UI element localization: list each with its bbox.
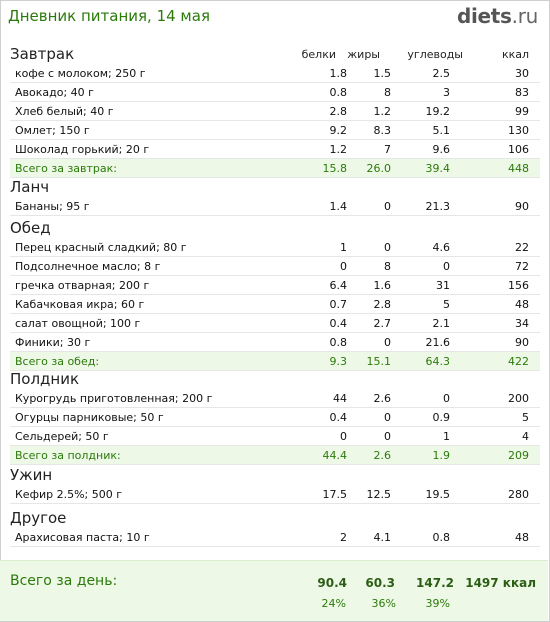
fat-value: 4.1 — [373, 531, 391, 544]
table-row — [10, 389, 540, 408]
column-header-fat: жиры — [347, 48, 380, 61]
fat-value: 2.7 — [373, 317, 391, 330]
fat-value: 8 — [384, 86, 391, 99]
kcal-value: 22 — [515, 241, 529, 254]
table-row — [10, 528, 540, 547]
table-row — [10, 295, 540, 314]
kcal-value: 90 — [515, 200, 529, 213]
day-total-panel — [0, 560, 548, 621]
day-fat-percent: 36% — [371, 597, 396, 610]
meal-total-row — [10, 159, 540, 178]
food-name: Подсолнечное масло; 8 г — [15, 260, 161, 273]
kcal-value: 5 — [522, 411, 529, 424]
carbs-value: 64.3 — [425, 355, 450, 368]
fat-value: 0 — [384, 336, 391, 349]
fat-value: 7 — [384, 143, 391, 156]
food-name: Огурцы парниковые; 50 г — [15, 411, 164, 424]
protein-value: 0.4 — [329, 317, 347, 330]
fat-value: 12.5 — [366, 488, 391, 501]
kcal-value: 34 — [515, 317, 529, 330]
fat-value: 8.3 — [373, 124, 391, 137]
table-row — [10, 121, 540, 140]
column-header-kcal: ккал — [501, 48, 529, 61]
table-row — [10, 197, 540, 216]
total-label: Всего за завтрак: — [15, 162, 118, 175]
carbs-value: 21.3 — [425, 200, 450, 213]
fat-value: 0 — [384, 430, 391, 443]
protein-value: 0.8 — [329, 336, 347, 349]
kcal-value: 209 — [508, 449, 529, 462]
table-row — [10, 238, 540, 257]
page-title: Дневник питания, 14 мая — [8, 7, 210, 25]
meal-title-snack: Полдник — [10, 370, 80, 388]
meal-title-breakfast: Завтрак — [10, 45, 75, 63]
day-protein-percent: 24% — [321, 597, 346, 610]
protein-value: 0.8 — [329, 86, 347, 99]
table-row — [10, 314, 540, 333]
food-name: Перец красный сладкий; 80 г — [15, 241, 187, 254]
meal-title-dinner: Обед — [10, 219, 51, 237]
carbs-value: 9.6 — [432, 143, 450, 156]
fat-value: 26.0 — [366, 162, 391, 175]
kcal-value: 156 — [508, 279, 529, 292]
protein-value: 0 — [340, 430, 347, 443]
kcal-value: 90 — [515, 336, 529, 349]
site-logo[interactable] — [457, 4, 538, 28]
table-row — [10, 102, 540, 121]
food-name: Кефир 2.5%; 500 г — [15, 488, 123, 501]
kcal-value: 83 — [515, 86, 529, 99]
food-name: Хлеб белый; 40 г — [15, 105, 114, 118]
table-row — [10, 408, 540, 427]
meal-total-row — [10, 446, 540, 465]
kcal-value: 280 — [508, 488, 529, 501]
protein-value: 2 — [340, 531, 347, 544]
protein-value: 15.8 — [322, 162, 347, 175]
protein-value: 9.2 — [329, 124, 347, 137]
logo-main: diets — [456, 4, 512, 28]
protein-value: 2.8 — [329, 105, 347, 118]
day-total-label: Всего за день: — [10, 573, 118, 589]
food-name: Бананы; 95 г — [15, 200, 90, 213]
fat-value: 0 — [384, 411, 391, 424]
meal-title-other: Другое — [10, 509, 67, 527]
carbs-value: 1 — [443, 430, 450, 443]
fat-value: 1.2 — [373, 105, 391, 118]
table-row — [10, 83, 540, 102]
food-name: Курогрудь приготовленная; 200 г — [15, 392, 213, 405]
day-carbs-percent: 39% — [425, 597, 450, 610]
carbs-value: 31 — [436, 279, 450, 292]
meal-title-lunch: Ланч — [10, 178, 50, 196]
kcal-value: 48 — [515, 298, 529, 311]
food-name: Финики; 30 г — [15, 336, 91, 349]
kcal-value: 30 — [515, 67, 529, 80]
table-row — [10, 257, 540, 276]
food-name: гречка отварная; 200 г — [15, 279, 150, 292]
kcal-value: 200 — [508, 392, 529, 405]
protein-value: 6.4 — [329, 279, 347, 292]
food-name: Кабачковая икра; 60 г — [15, 298, 145, 311]
protein-value: 44.4 — [322, 449, 347, 462]
table-row — [10, 485, 540, 504]
table-row — [10, 333, 540, 352]
carbs-value: 2.5 — [432, 67, 450, 80]
food-name: Авокадо; 40 г — [15, 86, 94, 99]
logo-suffix: .ru — [511, 4, 538, 28]
protein-value: 44 — [333, 392, 347, 405]
fat-value: 0 — [384, 241, 391, 254]
fat-value: 0 — [384, 200, 391, 213]
protein-value: 9.3 — [329, 355, 347, 368]
carbs-value: 0.9 — [432, 411, 450, 424]
total-label: Всего за полдник: — [15, 449, 121, 462]
kcal-value: 422 — [508, 355, 529, 368]
meal-total-row — [10, 352, 540, 371]
table-row — [10, 427, 540, 446]
food-name: кофе с молоком; 250 г — [15, 67, 146, 80]
carbs-value: 5.1 — [432, 124, 450, 137]
carbs-value: 5 — [443, 298, 450, 311]
kcal-value: 106 — [508, 143, 529, 156]
column-header-protein: белки — [301, 48, 336, 61]
kcal-value: 99 — [515, 105, 529, 118]
fat-value: 2.6 — [373, 392, 391, 405]
food-name: салат овощной; 100 г — [15, 317, 141, 330]
kcal-value: 448 — [508, 162, 529, 175]
table-row — [10, 64, 540, 83]
carbs-value: 19.5 — [425, 488, 450, 501]
kcal-value: 48 — [515, 531, 529, 544]
protein-value: 0.7 — [329, 298, 347, 311]
food-name: Сельдерей; 50 г — [15, 430, 109, 443]
protein-value: 1.2 — [329, 143, 347, 156]
food-name: Омлет; 150 г — [15, 124, 90, 137]
protein-value: 1.8 — [329, 67, 347, 80]
fat-value: 8 — [384, 260, 391, 273]
carbs-value: 0 — [443, 260, 450, 273]
carbs-value: 4.6 — [432, 241, 450, 254]
carbs-value: 19.2 — [425, 105, 450, 118]
carbs-value: 2.1 — [432, 317, 450, 330]
protein-value: 17.5 — [322, 488, 347, 501]
carbs-value: 1.9 — [432, 449, 450, 462]
protein-value: 0 — [340, 260, 347, 273]
carbs-value: 39.4 — [425, 162, 450, 175]
fat-value: 1.6 — [373, 279, 391, 292]
table-row — [10, 276, 540, 295]
carbs-value: 0 — [443, 392, 450, 405]
total-label: Всего за обед: — [15, 355, 100, 368]
meal-title-supper: Ужин — [10, 466, 53, 484]
column-header-carbs: углеводы — [407, 48, 463, 61]
fat-value: 1.5 — [373, 67, 391, 80]
fat-value: 15.1 — [366, 355, 391, 368]
protein-value: 1 — [340, 241, 347, 254]
day-protein: 90.4 — [317, 576, 347, 590]
carbs-value: 0.8 — [432, 531, 450, 544]
day-carbs: 147.2 — [416, 576, 454, 590]
carbs-value: 3 — [443, 86, 450, 99]
carbs-value: 21.6 — [425, 336, 450, 349]
protein-value: 1.4 — [329, 200, 347, 213]
kcal-value: 4 — [522, 430, 529, 443]
fat-value: 2.6 — [373, 449, 391, 462]
protein-value: 0.4 — [329, 411, 347, 424]
fat-value: 2.8 — [373, 298, 391, 311]
food-name: Арахисовая паста; 10 г — [15, 531, 150, 544]
day-fat: 60.3 — [365, 576, 395, 590]
table-row — [10, 140, 540, 159]
day-kcal: 1497 ккал — [465, 576, 536, 590]
food-name: Шоколад горький; 20 г — [15, 143, 150, 156]
kcal-value: 130 — [508, 124, 529, 137]
kcal-value: 72 — [515, 260, 529, 273]
